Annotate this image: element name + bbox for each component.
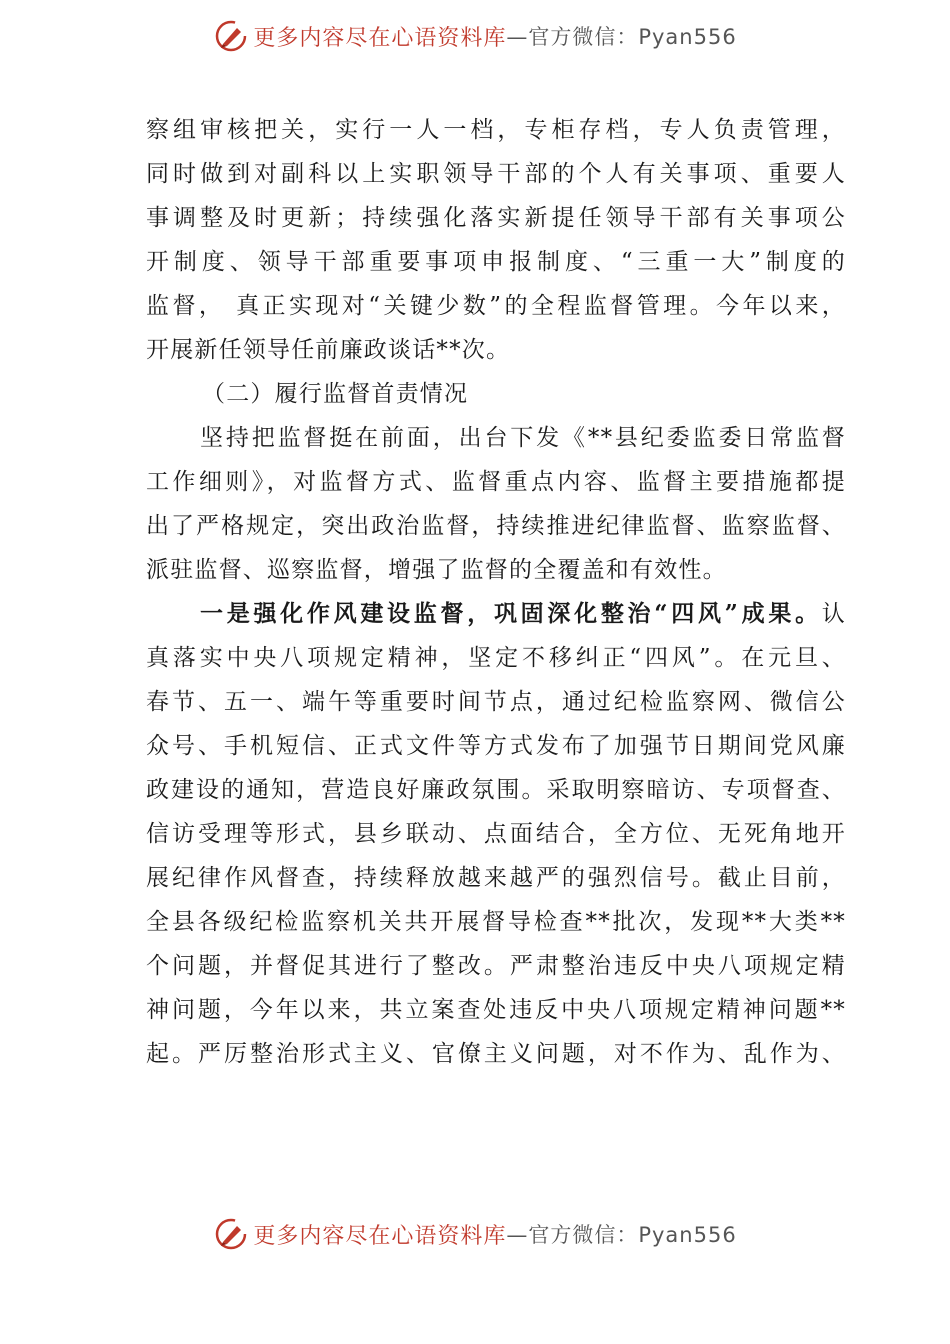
paragraph-line — [146, 812, 846, 856]
line-text: 信访受理等形式，县乡联动、点面结合，全方位、无死角地开 — [146, 821, 846, 847]
paragraph-line — [146, 152, 846, 196]
line-text: 出了严格规定，突出政治监督，持续推进纪律监督、监察监督、 — [146, 513, 846, 539]
line-text: 察组审核把关，实行一人一档，专柜存档，专人负责管理， — [146, 117, 846, 143]
paragraph-line — [146, 988, 846, 1032]
paragraph-line — [146, 900, 846, 944]
pen-logo-icon — [213, 1216, 249, 1252]
banner-contact-text: —官方微信：Pyan556 — [506, 1223, 737, 1247]
paragraph-line — [146, 108, 846, 152]
line-text: 开展新任领导任前廉政谈话**次。 — [146, 337, 511, 363]
paragraph-line — [146, 636, 846, 680]
banner-brand-text: 更多内容尽在心语资料库 — [253, 25, 507, 51]
line-text: 起。严厉整治形式主义、官僚主义问题，对不作为、乱作为、 — [146, 1041, 846, 1067]
line-text: 坚持把监督挺在前面，出台下发《**县纪委监委日常监督 — [200, 425, 846, 451]
paragraph-line — [146, 196, 846, 240]
paragraph-line — [146, 240, 846, 284]
paragraph-line — [146, 592, 846, 636]
line-text: 全县各级纪检监察机关共开展督导检查**批次，发现**大类** — [146, 909, 846, 935]
pen-logo-icon — [213, 18, 249, 54]
line-text: 同时做到对副科以上实职领导干部的个人有关事项、重要人 — [146, 161, 846, 187]
footer-banner — [0, 1212, 950, 1256]
section-heading — [146, 372, 846, 416]
line-text: 真落实中央八项规定精神，坚定不移纠正“四风”。在元旦、 — [146, 645, 846, 671]
line-text: （二）履行监督首责情况 — [202, 381, 469, 407]
document-body — [146, 108, 846, 1076]
paragraph-line — [146, 460, 846, 504]
banner-contact-text: —官方微信：Pyan556 — [506, 25, 737, 49]
line-text: 监督， 真正实现对“关键少数”的全程监督管理。今年以来， — [146, 293, 846, 319]
line-text: 认 — [821, 601, 846, 627]
paragraph-line — [146, 724, 846, 768]
paragraph-line — [146, 856, 846, 900]
paragraph-line — [146, 680, 846, 724]
line-text: 神问题，今年以来，共立案查处违反中央八项规定精神问题** — [146, 997, 846, 1023]
paragraph-line — [146, 944, 846, 988]
paragraph-line — [146, 548, 846, 592]
banner-brand-text: 更多内容尽在心语资料库 — [253, 1223, 507, 1249]
line-text: 个问题，并督促其进行了整改。严肃整治违反中央八项规定精 — [146, 953, 846, 979]
paragraph-line — [146, 504, 846, 548]
paragraph-line — [146, 416, 846, 460]
line-text: 派驻监督、巡察监督，增强了监督的全覆盖和有效性。 — [146, 557, 727, 583]
line-text: 众号、手机短信、正式文件等方式发布了加强节日期间党风廉 — [146, 733, 846, 759]
line-text: 开制度、领导干部重要事项申报制度、“三重一大”制度的 — [146, 249, 846, 275]
paragraph-line — [146, 768, 846, 812]
line-text: 政建设的通知，营造良好廉政氛围。采取明察暗访、专项督查、 — [146, 777, 846, 803]
paragraph-line — [146, 284, 846, 328]
header-banner — [0, 14, 950, 58]
line-text: 工作细则》，对监督方式、监督重点内容、监督主要措施都提 — [146, 469, 846, 495]
line-text: 事调整及时更新；持续强化落实新提任领导干部有关事项公 — [146, 205, 846, 231]
paragraph-line — [146, 328, 846, 372]
paragraph-line — [146, 1032, 846, 1076]
bold-lead-text: 一是强化作风建设监督，巩固深化整治“四风”成果。 — [200, 600, 822, 627]
line-text: 展纪律作风督查，持续释放越来越严的强烈信号。截止目前， — [146, 865, 846, 891]
line-text: 春节、五一、端午等重要时间节点，通过纪检监察网、微信公 — [146, 689, 846, 715]
